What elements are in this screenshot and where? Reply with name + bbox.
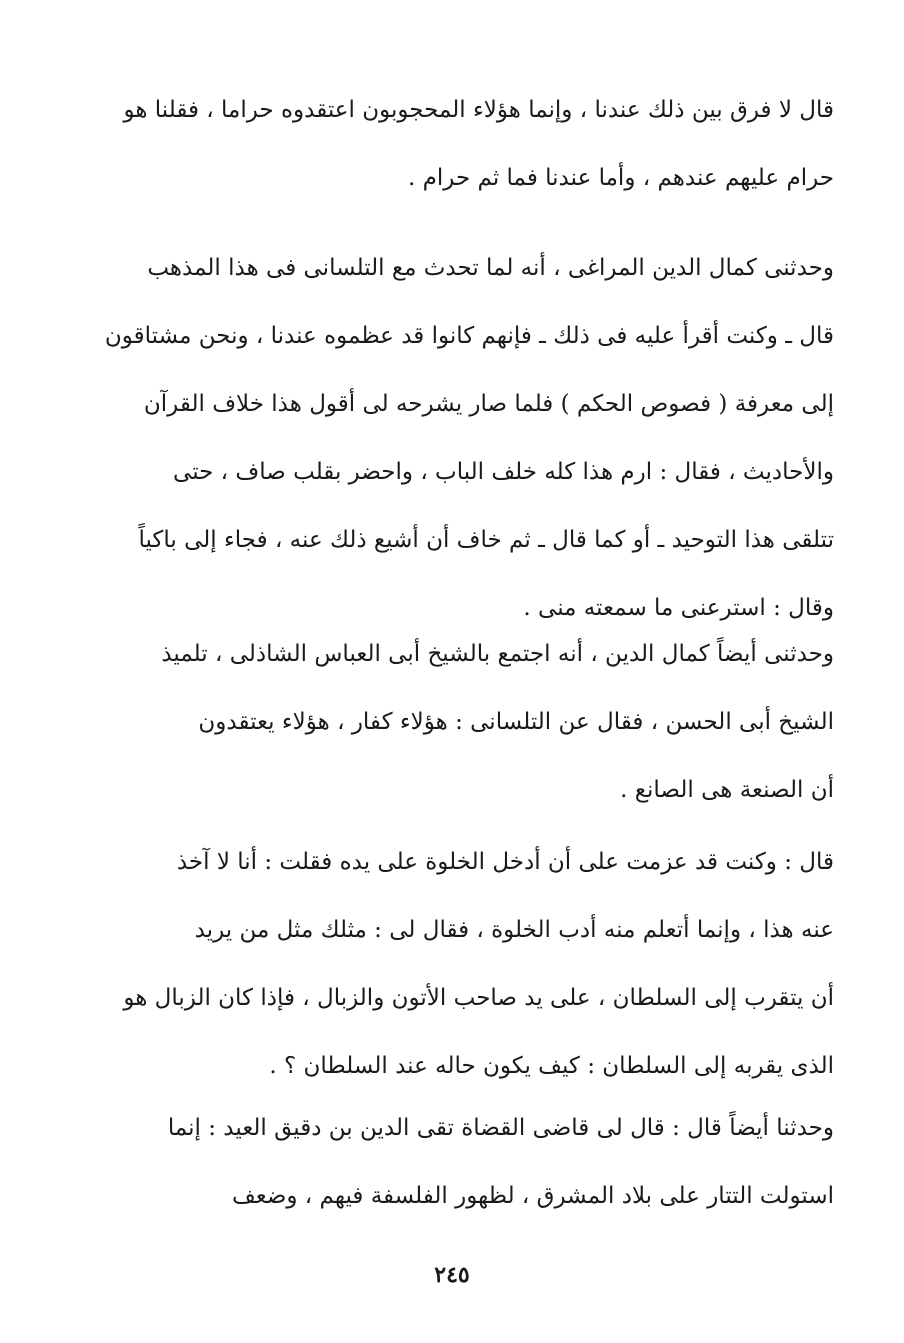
text-line: الشيخ أبى الحسن ، فقال عن التلسانى : هؤلاء كفار ، هؤلاء يعتقدون — [198, 709, 834, 735]
text-line: استولت التتار على بلاد المشرق ، لظهور الفلسفة فيهم ، وضعف — [231, 1183, 834, 1209]
text-line: والأحاديث ، فقال : ارم هذا كله خلف الباب ، واحضر بقلب صاف ، حتى — [173, 459, 834, 485]
text-line: أن الصنعة هى الصانع . — [620, 777, 834, 803]
text-line: تتلقى هذا التوحيد ـ أو كما قال ـ ثم خاف أن أشيع ذلك عنه ، فجاء إلى باكياً — [138, 527, 834, 553]
text-line: عنه هذا ، وإنما أتعلم منه أدب الخلوة ، فقال لى : مثلك مثل من يريد — [194, 917, 834, 943]
text-line: وحدثنى كمال الدين المراغى ، أنه لما تحدث مع التلسانى فى هذا المذهب — [147, 255, 834, 281]
text-line: وحدثنا أيضاً قال : قال لى قاضى القضاة تقى الدين بن دقيق العيد : إنما — [167, 1115, 834, 1141]
text-line: الذى يقربه إلى السلطان : كيف يكون حاله عند السلطان ؟ . — [269, 1053, 834, 1079]
paragraph-4 — [70, 828, 834, 1100]
paragraph-2 — [70, 234, 834, 642]
page-number: ٢٤٥ — [434, 1262, 470, 1288]
text-line: إلى معرفة ( فصوص الحكم ) فلما صار يشرحه لى أقول هذا خلاف القرآن — [143, 391, 834, 417]
text-line: قال لا فرق بين ذلك عندنا ، وإنما هؤلاء المحجوبون اعتقدوه حراما ، فقلنا هو — [123, 97, 834, 123]
text-line: قال : وكنت قد عزمت على أن أدخل الخلوة على يده فقلت : أنا لا آخذ — [176, 849, 834, 875]
paragraph-5 — [70, 1094, 834, 1230]
text-line: وحدثنى أيضاً كمال الدين ، أنه اجتمع بالشيخ أبى العباس الشاذلى ، تلميذ — [161, 641, 834, 667]
text-line: أن يتقرب إلى السلطان ، على يد صاحب الأتون والزبال ، فإذا كان الزبال هو — [123, 985, 834, 1011]
text-line: وقال : استرعنى ما سمعته منى . — [523, 595, 834, 621]
paragraph-1 — [70, 76, 834, 212]
text-line: قال ـ وكنت أقرأ عليه فى ذلك ـ فإنهم كانوا قد عظموه عندنا ، ونحن مشتاقون — [104, 323, 834, 349]
paragraph-3 — [70, 620, 834, 824]
text-line: حرام عليهم عندهم ، وأما عندنا فما ثم حرام . — [408, 165, 834, 191]
